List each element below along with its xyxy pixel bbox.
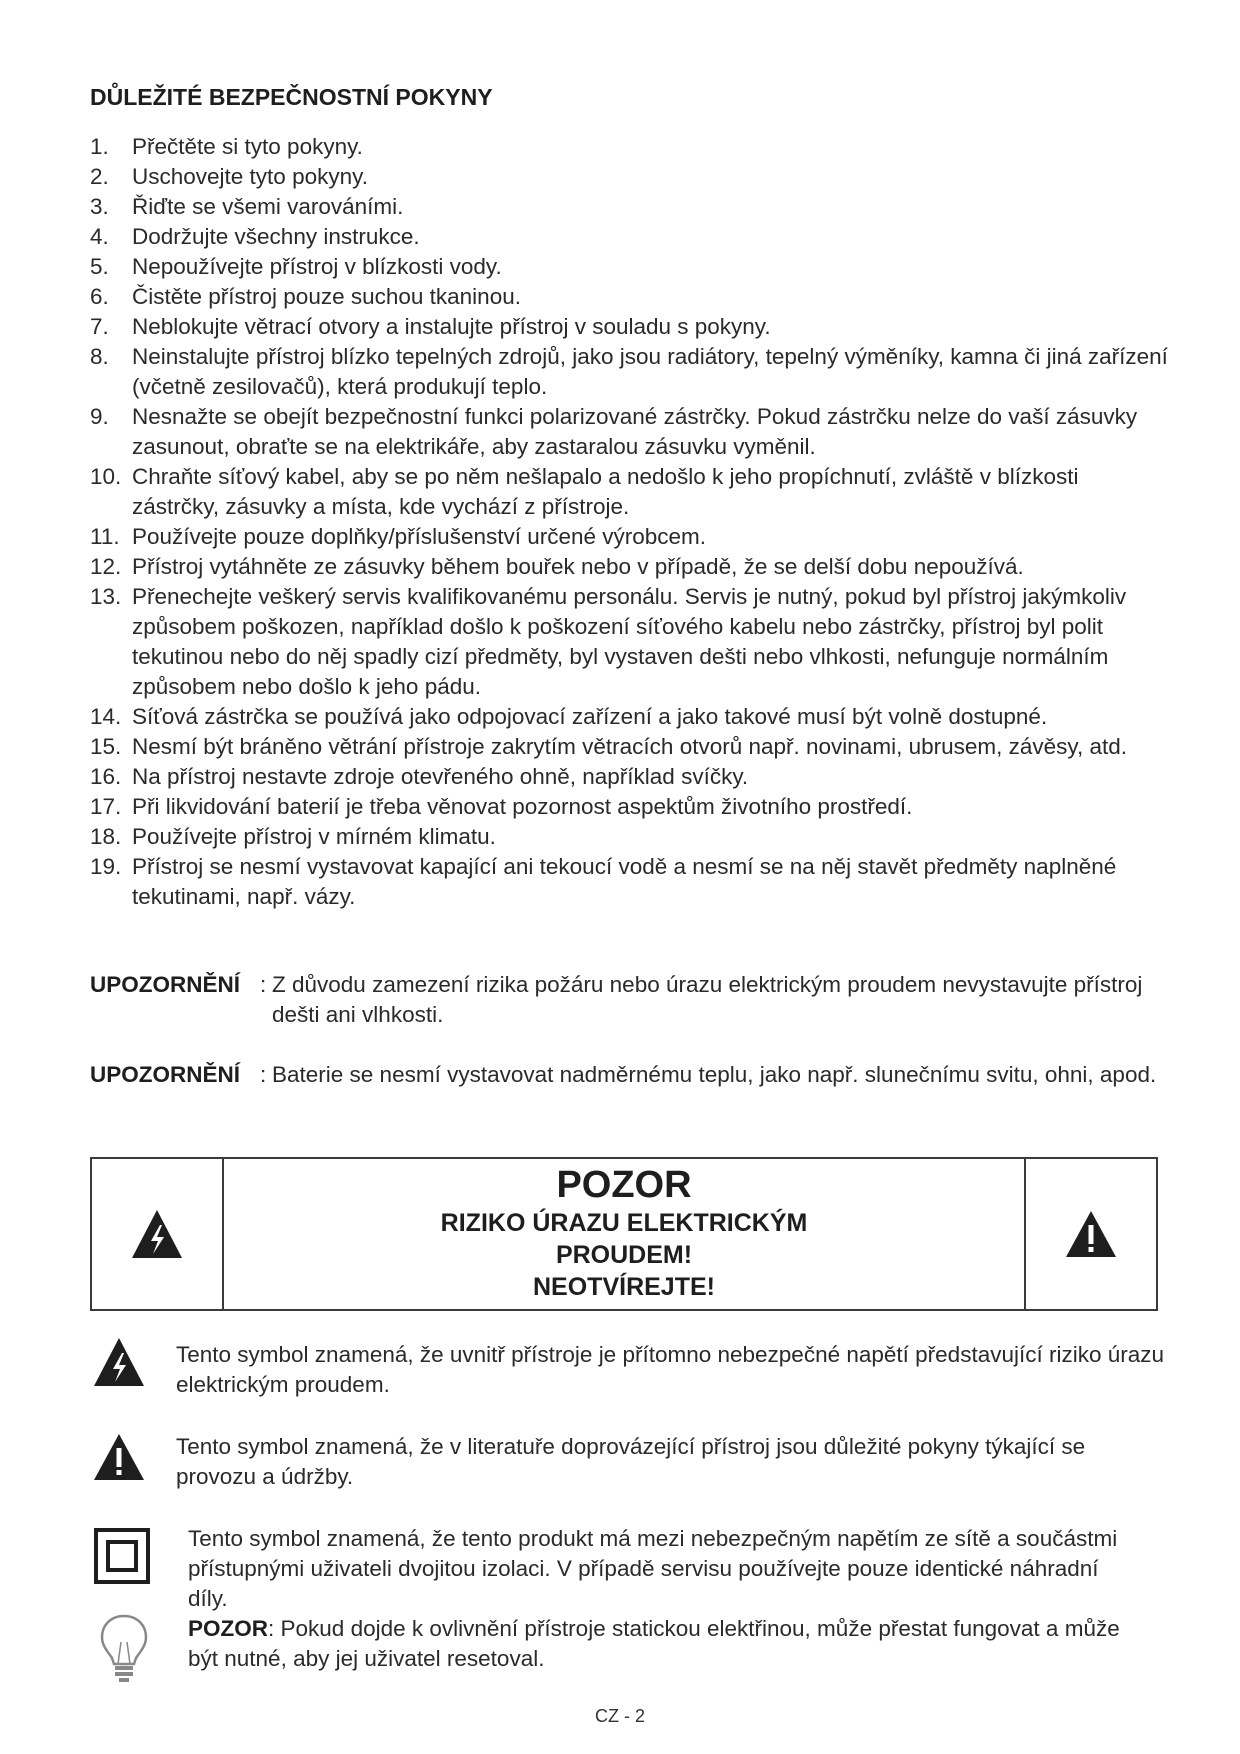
item-number: 7. <box>90 314 109 339</box>
warning-battery <box>90 1060 1170 1090</box>
exclamation-warning-icon <box>1064 1209 1118 1259</box>
caution-box-text <box>224 1159 1024 1309</box>
item-text: Síťová zástrčka se používá jako odpojovací zařízení a jako takové musí být volně dostupné. <box>132 704 1048 729</box>
list-item <box>90 282 1170 312</box>
item-number: 12. <box>90 554 122 579</box>
list-item <box>90 162 1170 192</box>
list-item <box>90 552 1170 582</box>
double-insulation-icon <box>94 1528 150 1584</box>
item-text: Neblokujte větrací otvory a instalujte přístroj v souladu s pokyny. <box>132 314 771 339</box>
item-number: 18. <box>90 824 122 849</box>
instruction-list <box>90 132 1170 912</box>
item-number: 15. <box>90 734 122 759</box>
list-item <box>90 732 1170 762</box>
item-text: Neinstalujte přístroj blízko tepelných zdrojů, jako jsou radiátory, tepelný výměníky, kamna či jiná zařízení (včetně zesilovačů), která produkují teplo. <box>132 344 1168 399</box>
list-item <box>90 462 1170 522</box>
item-text: Chraňte síťový kabel, aby se po něm nešlapalo a nedošlo k jeho propíchnutí, zvláště v blízkosti zástrčky, zásuvky a místa, kde vychází z přístroje. <box>132 464 1079 519</box>
caution-line: NEOTVÍREJTE! <box>533 1273 715 1301</box>
symbol-exclamation-text: Tento symbol znamená, že v literatuře doprovázející přístroj jsou důležité pokyny týkající se provozu a údržby. <box>176 1434 1086 1489</box>
lightning-warning-icon <box>92 1336 146 1388</box>
page-number: CZ - 2 <box>594 1706 645 1726</box>
caution-line: PROUDEM! <box>555 1241 693 1269</box>
warning-text: Baterie se nesmí vystavovat nadměrnému teplu, jako např. slunečnímu svitu, ohni, apod. <box>272 1062 1157 1087</box>
exclamation-warning-icon <box>92 1432 146 1482</box>
caution-box-left-cell <box>92 1159 224 1309</box>
item-text: Používejte přístroj v mírném klimatu. <box>132 824 496 849</box>
item-text: Nesmí být bráněno větrání přístroje zakrytím větracích otvorů např. novinami, ubrusem, závěsy, atd. <box>132 734 1127 759</box>
list-item <box>90 342 1170 402</box>
item-number: 17. <box>90 794 122 819</box>
item-number: 11. <box>90 524 120 549</box>
item-text: Přenechejte veškerý servis kvalifikovanému personálu. Servis je nutný, pokud byl přístroj jakýmkoliv způsobem poškozen, například došlo k poškození síťového kabelu nebo zástrčky, přístroj byl polit tekutinou nebo do něj spadly cizí předměty, byl vystaven dešti nebo vlhkosti, nefunguje normálním způsobem nebo došlo k jeho pádu. <box>132 584 1127 699</box>
item-text: Přístroj se nesmí vystavovat kapající ani tekoucí vodě a nesmí se na něj stavět předměty naplněné tekutinami, např. vázy. <box>132 854 1117 909</box>
item-text: Přístroj vytáhněte ze zásuvky během bouřek nebo v případě, že se delší dobu nepoužívá. <box>132 554 1024 579</box>
warning-label: UPOZORNĚNÍ <box>90 1062 241 1087</box>
caution-box <box>90 1157 1158 1311</box>
list-item <box>90 402 1170 462</box>
item-text: Při likvidování baterií je třeba věnovat pozornost aspektům životního prostředí. <box>132 794 913 819</box>
item-text: Přečtěte si tyto pokyny. <box>132 134 363 159</box>
list-item <box>90 522 1170 552</box>
item-number: 4. <box>90 224 109 249</box>
caution-heading: POZOR <box>556 1164 692 1206</box>
item-number: 16. <box>90 764 122 789</box>
item-text: Na přístroj nestavte zdroje otevřeného ohně, například svíčky. <box>132 764 749 789</box>
item-text: Nepoužívejte přístroj v blízkosti vody. <box>132 254 502 279</box>
static-text: : Pokud dojde k ovlivnění přístroje statickou elektřinou, může přestat fungovat a může být nutné, aby jej uživatel resetoval. <box>188 1616 1120 1671</box>
list-item <box>90 132 1170 162</box>
list-item <box>90 792 1170 822</box>
warning-fire <box>90 970 1170 1030</box>
item-number: 2. <box>90 164 109 189</box>
list-item <box>90 762 1170 792</box>
item-number: 13. <box>90 584 122 609</box>
item-text: Čistěte přístroj pouze suchou tkaninou. <box>132 284 521 309</box>
lightning-warning-icon <box>130 1208 184 1260</box>
caution-box-right-cell <box>1024 1159 1156 1309</box>
list-item <box>90 192 1170 222</box>
item-text: Řiďte se všemi varováními. <box>132 194 404 219</box>
item-number: 3. <box>90 194 109 219</box>
item-number: 10. <box>90 464 122 489</box>
item-number: 8. <box>90 344 109 369</box>
list-item <box>90 312 1170 342</box>
list-item <box>90 582 1170 702</box>
warning-separator: : <box>260 1062 267 1087</box>
symbol-static-note <box>188 1614 1148 1674</box>
warning-separator: : <box>260 972 267 997</box>
item-text: Uschovejte tyto pokyny. <box>132 164 368 189</box>
static-label: POZOR <box>188 1616 269 1641</box>
light-bulb-icon <box>96 1612 152 1684</box>
caution-line: RIZIKO ÚRAZU ELEKTRICKÝM <box>440 1209 808 1237</box>
item-number: 6. <box>90 284 109 309</box>
item-number: 9. <box>90 404 109 429</box>
warning-text: Z důvodu zamezení rizika požáru nebo úrazu elektrickým proudem nevystavujte přístroj dešti ani vlhkosti. <box>272 972 1143 1027</box>
item-number: 19. <box>90 854 122 879</box>
list-item <box>90 702 1170 732</box>
list-item <box>90 222 1170 252</box>
page-title: DŮLEŽITÉ BEZPEČNOSTNÍ POKYNY <box>90 84 493 110</box>
item-number: 14. <box>90 704 122 729</box>
item-text: Používejte pouze doplňky/příslušenství určené výrobcem. <box>132 524 707 549</box>
list-item <box>90 852 1170 912</box>
item-number: 5. <box>90 254 109 279</box>
symbol-double-insulation-text: Tento symbol znamená, že tento produkt má mezi nebezpečným napětím ze sítě a součástmi přístupnými uživateli dvojitou izolaci. V případě servisu používejte pouze identické náhradní díly. <box>188 1526 1118 1611</box>
list-item <box>90 822 1170 852</box>
item-text: Nesnažte se obejít bezpečnostní funkci polarizované zástrčky. Pokud zástrčku nelze do vaší zásuvky zasunout, obraťte se na elektrikáře, aby zastaralou zásuvku vyměnil. <box>132 404 1138 459</box>
symbol-lightning-text: Tento symbol znamená, že uvnitř přístroje je přítomno nebezpečné napětí představující riziko úrazu elektrickým proudem. <box>176 1342 1165 1397</box>
warning-label: UPOZORNĚNÍ <box>90 972 241 997</box>
item-text: Dodržujte všechny instrukce. <box>132 224 420 249</box>
list-item <box>90 252 1170 282</box>
item-number: 1. <box>90 134 109 159</box>
